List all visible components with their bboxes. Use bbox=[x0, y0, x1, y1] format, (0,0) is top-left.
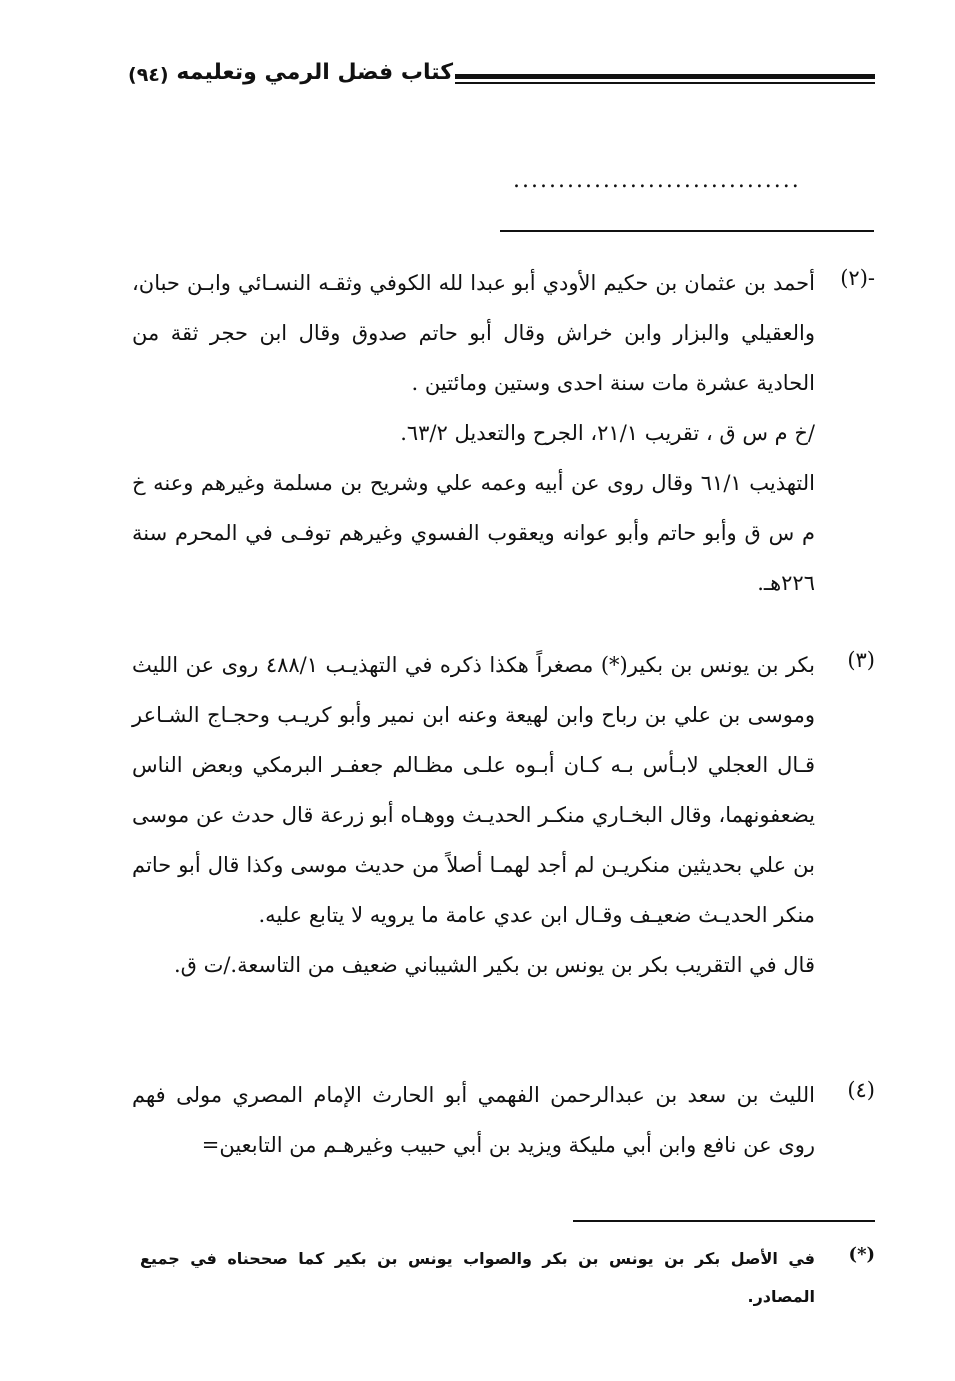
footnote-paragraph: الليث بن سعد بن عبدالرحمن الفهمي أبو الحارث الإمام المصري مولى فهم روى عن نافع وابن أبي مليكة ويزيد بن أبي حبيب وغيرهـم من التابعين= bbox=[132, 1083, 815, 1157]
footnote-3 bbox=[132, 640, 815, 990]
ellipsis-line: ................................ bbox=[513, 168, 801, 193]
footnote-number: (٤) bbox=[847, 1078, 875, 1102]
running-header bbox=[120, 60, 875, 100]
footnote-rule bbox=[573, 1220, 875, 1222]
footnote-2 bbox=[132, 258, 815, 608]
footnote-number: (٣) bbox=[847, 648, 875, 672]
footnote-paragraph: بكر بن يونس بن بكير(*) مصغراً هكذا ذكره في التهذيـب ٤٨٨/١ روى عن الليث وموسى بن علي بن رباح وابن لهيعة وعنه ابن نمير وأبو كريـب وحجـاج الشـاعر قـال العجلي لابـأس بـه كـان أبـوه علـى مظـالم جعفـر البرمكي وبعض الناس يضعفونهما، وقال البخـاري منكـر الحديـث ووهـاه أبو زرعة قال حدث عن موسى بن علي بحديثين منكريـن لم أجد لهمـا أصلاً من حديث موسى وكذا قال أبو حاتم منكر الحديـث ضعيـف وقـال ابن عدي عامة ما يرويه لا يتابع عليه. bbox=[132, 653, 816, 927]
footnote-paragraph: قال في التقريب بكر بن يونس بن بكير الشيباني ضعيف من التاسعة./ت ق. bbox=[173, 953, 815, 977]
footnote-paragraph: أحمد بن عثمان بن حكيم الأودي أبو عبدا لله الكوفي وثقـه النسـائي وابـن حبان، والعقيلي والبزار وابن خراش وقال أبو حاتم صدوق وقال ابن حجر ثقة من الحادية عشرة مات سنة احدى وستين ومائتين . bbox=[132, 271, 815, 395]
header-rule bbox=[455, 74, 875, 79]
header-rule-thin bbox=[455, 82, 875, 84]
star-note-marker: (*) bbox=[848, 1244, 875, 1265]
footnote-number: -(٢) bbox=[840, 266, 875, 290]
footnote-paragraph: /خ م س ق ، تقريب ٢١/١، الجرح والتعديل ٦٣/٢. bbox=[400, 421, 815, 445]
footnote-paragraph: التهذيب ٦١/١ وقال روى عن أبيه وعمه علي وشريح بن مسلمة وغيرهم وعنه خ م س ق وأبو حاتم وأبو عوانه ويعقوب الفسوي وغيرهم توفـى في المحرم سنة ٢٢٦هـ. bbox=[132, 471, 815, 595]
footnote-4 bbox=[132, 1070, 815, 1170]
book-title: كتاب فضل الرمي وتعليمه bbox=[176, 60, 453, 85]
separator-line bbox=[500, 230, 874, 232]
page-number: (٩٤) bbox=[128, 64, 169, 86]
star-note-text: في الأصل بكر بن يونس بن بكر والصواب يونس بن بكير كما صححناه في جميع المصادر. bbox=[140, 1249, 815, 1306]
